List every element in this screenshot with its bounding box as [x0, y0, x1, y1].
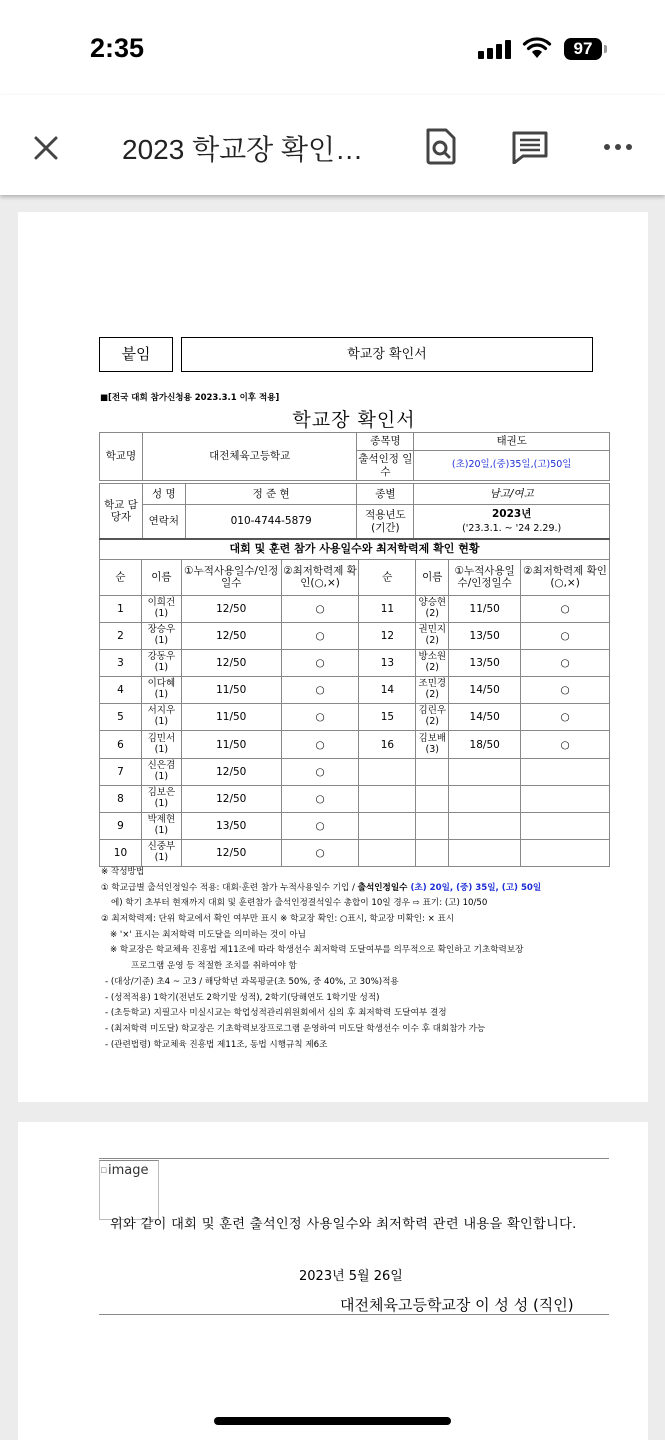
- issue-date: 2023년 5월 26일: [299, 1269, 403, 1284]
- col-name: 이름: [141, 559, 181, 595]
- student-name-cell: [141, 622, 181, 649]
- more-icon[interactable]: [603, 143, 633, 151]
- student-grade: (1): [154, 825, 169, 837]
- row-days-right: 11/50: [449, 595, 521, 622]
- row-days-right: 13/50: [449, 622, 521, 649]
- note-1: ① 학교급별 출석인정일수 적용: 대회·훈련 참가 누적사용일수 기입 / 출석인정일수 (초) 20일, (중) 35일, (고) 50일: [101, 882, 542, 893]
- right-student-name-cell: [416, 649, 449, 676]
- student-grade: (1): [154, 797, 169, 809]
- search-document-icon[interactable]: [424, 127, 458, 165]
- row-no-right: [359, 758, 416, 785]
- note-6: - (대상/기준) 초4 ~ 고3 / 해당학년 과목평균(초 50%, 중 40%, 고 30%)적용: [105, 976, 399, 987]
- table-row: [100, 813, 610, 840]
- close-icon[interactable]: [30, 132, 62, 164]
- note-9: - (최저학력 미도달) 학교장은 기초학력보장프로그램 운영하여 미도달 학생선수 이수 후 대회참가 가능: [105, 1023, 486, 1034]
- school-label: 학교명: [100, 433, 143, 481]
- right-student-grade: (2): [425, 607, 440, 619]
- student-name-cell: [141, 731, 181, 758]
- row-check-right: ○: [521, 704, 610, 731]
- note-1-example: 에) 학기 초부터 현재까지 대회 및 훈련참가 출석인정결석일수 총합이 10일 경우 ⇨ 표기: (고) 10/50: [111, 898, 488, 909]
- row-days-right: [449, 785, 521, 812]
- student-name: 이다혜: [147, 678, 176, 690]
- student-name-cell: [141, 758, 181, 785]
- right-student-name-cell: [416, 840, 449, 867]
- student-name-cell: [141, 649, 181, 676]
- gender-label: 종별: [357, 484, 414, 505]
- student-name: 김민서: [147, 732, 176, 744]
- row-check: ○: [281, 595, 359, 622]
- row-days: 12/50: [181, 758, 281, 785]
- year-cell: [414, 505, 610, 539]
- student-grade: (1): [154, 634, 169, 646]
- student-name-cell: [141, 704, 181, 731]
- row-days-right: 14/50: [449, 677, 521, 704]
- contact-value: 010-4744-5879: [185, 505, 357, 539]
- note-5: 프로그램 운영 등 적절한 조치를 취하여야 함: [131, 961, 297, 972]
- student-name: 서지우: [147, 705, 176, 717]
- right-student-grade: (3): [425, 743, 440, 755]
- attachment-label: 붙임: [99, 337, 173, 372]
- student-name: 박제현: [147, 814, 176, 826]
- right-student-name-cell: [416, 622, 449, 649]
- row-check: ○: [281, 649, 359, 676]
- row-check: ○: [281, 677, 359, 704]
- row-days: 11/50: [181, 704, 281, 731]
- year-period: ('23.3.1. ~ '24 2.29.): [462, 523, 562, 535]
- col-no-right: 순: [359, 559, 416, 595]
- table-row: [100, 785, 610, 812]
- row-check: ○: [281, 704, 359, 731]
- row-days-right: 13/50: [449, 649, 521, 676]
- section-title: 대회 및 훈련 참가 사용일수와 최저학력제 확인 현황: [100, 539, 610, 559]
- row-days: 12/50: [181, 840, 281, 867]
- row-no: 3: [100, 649, 142, 676]
- student-grade: (1): [154, 743, 169, 755]
- applicability-note: ■[전국 대회 참가신청용 2023.3.1 이후 적용]: [100, 393, 280, 403]
- student-name: 이희건: [147, 596, 176, 608]
- table-row: [100, 758, 610, 785]
- right-student-grade: (2): [425, 689, 440, 701]
- row-no-right: 16: [359, 731, 416, 758]
- battery-indicator: 97: [564, 38, 602, 60]
- row-days: 12/50: [181, 622, 281, 649]
- broken-image-icon: ▫: [100, 1163, 108, 1176]
- manager-name: 정 준 현: [185, 484, 357, 505]
- row-days: 11/50: [181, 677, 281, 704]
- student-name-cell: [141, 677, 181, 704]
- event-value: 태권도: [414, 433, 610, 451]
- row-check: ○: [281, 731, 359, 758]
- student-name: 신중부: [147, 841, 176, 853]
- row-no: 7: [100, 758, 142, 785]
- student-grade: (1): [154, 770, 169, 782]
- notes-heading: ※ 작성방법: [101, 867, 145, 877]
- student-name-cell: [141, 840, 181, 867]
- attachment-title: 학교장 확인서: [181, 337, 593, 372]
- row-days-right: [449, 813, 521, 840]
- divider: [99, 1158, 609, 1159]
- col-check: ②최저학력제 확인(○,×): [281, 559, 359, 595]
- row-no: 5: [100, 704, 142, 731]
- col-days-right: ①누적사용일수/인정일수: [449, 559, 521, 595]
- home-indicator[interactable]: [214, 1417, 451, 1425]
- year-value: 2023년: [491, 508, 532, 520]
- note-8: - (초등학교) 지필고사 미실시교는 학업성적관리위원회에서 심의 후 최저학력 도달여부 결정: [105, 1008, 447, 1019]
- row-no-right: [359, 840, 416, 867]
- table-row: [100, 649, 610, 676]
- row-no: 1: [100, 595, 142, 622]
- right-student-grade: (2): [425, 716, 440, 728]
- row-no: 10: [100, 840, 142, 867]
- broken-image: ▫ image: [99, 1160, 159, 1220]
- gender-value: 남고/여고: [414, 484, 610, 505]
- contact-label: 연락처: [142, 505, 185, 539]
- year-label: 적용년도 (기간): [357, 505, 414, 539]
- manager-table: [99, 483, 610, 539]
- row-check: ○: [281, 813, 359, 840]
- note-4: ※ 학교장은 학교체육 진흥법 제11조에 따라 학생선수 최저학력 도달여부를 의무적으로 확인하고 기초학력보장: [110, 945, 524, 956]
- right-student-name: 양승현: [418, 596, 447, 608]
- row-check: ○: [281, 622, 359, 649]
- row-no: 6: [100, 731, 142, 758]
- table-row: [100, 622, 610, 649]
- right-student-name: 김린우: [418, 705, 447, 717]
- document-page-1: [18, 212, 648, 1102]
- student-name-cell: [141, 595, 181, 622]
- row-no-right: 15: [359, 704, 416, 731]
- row-no-right: 14: [359, 677, 416, 704]
- row-check-right: [521, 813, 610, 840]
- row-check: ○: [281, 758, 359, 785]
- form-title: 학교장 확인서: [292, 409, 416, 431]
- row-check-right: ○: [521, 622, 610, 649]
- row-days: 13/50: [181, 813, 281, 840]
- right-student-name: 김보배: [418, 732, 447, 744]
- right-student-name-cell: [416, 785, 449, 812]
- row-check-right: ○: [521, 677, 610, 704]
- right-student-name-cell: [416, 813, 449, 840]
- right-student-name-cell: [416, 731, 449, 758]
- document-page-2: [18, 1122, 648, 1440]
- table-row: [100, 731, 610, 758]
- col-no: 순: [100, 559, 142, 595]
- comment-icon[interactable]: [511, 130, 549, 164]
- status-time: 2:35: [90, 33, 145, 63]
- manager-label: 학교 담당자: [100, 484, 143, 539]
- student-name: 신은겸: [147, 759, 176, 771]
- right-student-name: 권민지: [418, 623, 447, 635]
- row-days: 12/50: [181, 785, 281, 812]
- row-check-right: [521, 785, 610, 812]
- right-student-name: 방소원: [418, 651, 447, 663]
- row-no-right: 11: [359, 595, 416, 622]
- row-days-right: 18/50: [449, 731, 521, 758]
- student-grade: (1): [154, 661, 169, 673]
- row-days: 12/50: [181, 649, 281, 676]
- student-grade: (1): [154, 607, 169, 619]
- document-title: 2023 학교장 확인…: [122, 134, 364, 165]
- row-no: 2: [100, 622, 142, 649]
- row-check: ○: [281, 840, 359, 867]
- signature-line: [99, 1314, 609, 1315]
- table-row: [100, 595, 610, 622]
- status-bar: [0, 0, 665, 95]
- row-no: 8: [100, 785, 142, 812]
- writing-notes: [101, 865, 641, 1053]
- row-no-right: [359, 785, 416, 812]
- row-days: 11/50: [181, 731, 281, 758]
- note-3: ※ '×' 표시는 최저학력 미도달을 의미하는 것이 아님: [110, 929, 306, 940]
- wifi-icon: [522, 36, 552, 60]
- right-student-name-cell: [416, 758, 449, 785]
- student-name: 강동우: [147, 651, 176, 663]
- row-no: 9: [100, 813, 142, 840]
- row-check-right: [521, 840, 610, 867]
- row-no-right: 12: [359, 622, 416, 649]
- student-name: 김보은: [147, 786, 176, 798]
- roster-table: [99, 538, 610, 867]
- right-student-grade: (2): [425, 634, 440, 646]
- event-label: 종목명: [357, 433, 414, 451]
- table-row: [100, 677, 610, 704]
- right-student-name-cell: [416, 595, 449, 622]
- attend-value: (초)20일,(중)35일,(고)50일: [414, 451, 610, 481]
- right-student-grade: (2): [425, 661, 440, 673]
- col-name-right: 이름: [416, 559, 449, 595]
- principal-signature: 대전체육고등학교장 이 성 성 (직인): [340, 1296, 574, 1314]
- row-no-right: 13: [359, 649, 416, 676]
- signal-icon: [478, 40, 514, 59]
- col-days: ①누적사용일수/인정일수: [181, 559, 281, 595]
- attend-label: 출석인정 일수: [357, 451, 414, 481]
- student-grade: (1): [154, 852, 169, 864]
- note-10: - (관련법령) 학교체육 진흥법 제11조, 동법 시행규칙 제6조: [105, 1039, 328, 1050]
- table-row: [100, 704, 610, 731]
- row-days-right: 14/50: [449, 704, 521, 731]
- school-name: 대전체육고등학교: [142, 433, 357, 481]
- right-student-name: 조민경: [418, 678, 447, 690]
- col-check-right: ②최저학력제 확인(○,×): [521, 559, 610, 595]
- student-grade: (1): [154, 716, 169, 728]
- row-days-right: [449, 758, 521, 785]
- row-check-right: [521, 758, 610, 785]
- note-7: - (성적적용) 1학기(전년도 2학기말 성적), 2학기(당해연도 1학기말 성적): [105, 992, 380, 1003]
- row-check-right: ○: [521, 649, 610, 676]
- row-check-right: ○: [521, 595, 610, 622]
- table-row: [100, 840, 610, 867]
- row-check: ○: [281, 785, 359, 812]
- right-student-name-cell: [416, 677, 449, 704]
- row-days: 12/50: [181, 595, 281, 622]
- name-label: 성 명: [142, 484, 185, 505]
- row-no-right: [359, 813, 416, 840]
- row-days-right: [449, 840, 521, 867]
- row-no: 4: [100, 677, 142, 704]
- info-table: [99, 432, 610, 481]
- confirmation-text: 위와 같이 대회 및 훈련 출석인정 사용일수와 최저학력 관련 내용을 확인합니다.: [110, 1217, 577, 1232]
- note-2: ② 최저학력제: 단위 학교에서 확인 여부만 표시 ※ 학교장 확인: ○표시, 학교장 미확인: × 표시: [101, 914, 455, 925]
- student-grade: (1): [154, 689, 169, 701]
- right-student-name-cell: [416, 704, 449, 731]
- student-name: 장승우: [147, 623, 176, 635]
- row-check-right: ○: [521, 731, 610, 758]
- student-name-cell: [141, 785, 181, 812]
- student-name-cell: [141, 813, 181, 840]
